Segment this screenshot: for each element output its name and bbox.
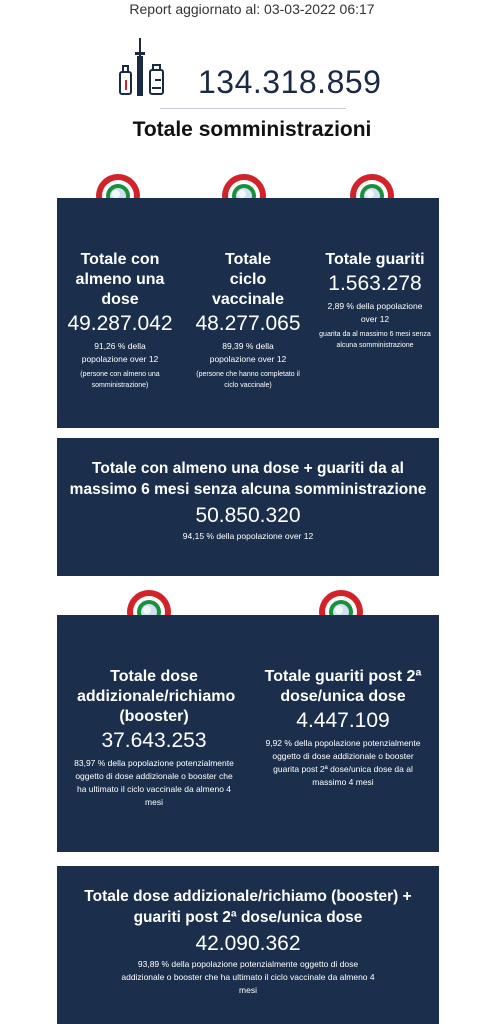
recovered-post-dose-card (255, 667, 431, 789)
panel-subtitle: 93,89 % della popolazione potenzialmente oggetto di dose addizionale o booster che ha ultimato il ciclo vaccinale da almeno 4 mesi (121, 959, 375, 995)
card-value: 48.277.065 (195, 312, 301, 335)
card-title: Totale dose addizionale/richiamo (booster) (77, 668, 236, 725)
panel-title: Totale dose addizionale/richiamo (booster) + guariti post 2ª dose/unica dose (84, 888, 412, 926)
panel-subtitle: 94,15 % della popolazione over 12 (182, 531, 314, 541)
card-title: Totale guariti (325, 251, 425, 268)
card-value: 1.563.278 (328, 272, 422, 295)
card-note: guarita da al massimo 6 mesi senza alcuna somministrazione (319, 331, 431, 349)
booster-card (69, 667, 239, 809)
total-title: Totale somministrazioni (132, 118, 372, 141)
card-subtitle: 91,26 % della popolazione over 12 (81, 341, 159, 364)
first-dose-card (65, 250, 175, 391)
booster-plus-recovered-panel (57, 866, 439, 1024)
card-subtitle: 83,97 % della popolazione potenzialmente oggetto di dose addizionale o booster che ha ultimato il ciclo vaccinale da almeno 4 mesi (74, 758, 234, 807)
card-note: (persone che hanno completato il ciclo vaccinale) (196, 371, 300, 389)
card-subtitle: 2,89 % della popolazione over 12 (327, 301, 423, 324)
booster-stats-panel (57, 615, 439, 852)
panel-value: 50.850.320 (195, 504, 301, 527)
vaccine-vials-icon (117, 36, 167, 103)
card-title: Totale ciclo vaccinale (211, 251, 285, 308)
total-administrations (0, 36, 504, 156)
card-value: 37.643.253 (101, 729, 207, 752)
panel-title: Totale con almeno una dose + guariti da al massimo 6 mesi senza alcuna somministrazione (69, 460, 427, 498)
card-note: (persone con almeno una somministrazione) (80, 371, 160, 389)
report-updated-text: Report aggiornato al: 03-03-2022 06:17 (129, 1, 375, 17)
card-value: 4.447.109 (296, 709, 390, 732)
divider (160, 108, 346, 109)
panel-value: 42.090.362 (195, 932, 301, 955)
vaccination-stats-panel (57, 198, 439, 428)
card-title: Totale con almeno una dose (75, 251, 165, 308)
card-value: 49.287.042 (67, 312, 173, 335)
total-value: 134.318.859 (198, 64, 382, 100)
recovered-card (317, 250, 433, 351)
first-dose-plus-recovered-panel (57, 438, 439, 576)
card-subtitle: 9,92 % della popolazione potenzialmente oggetto di dose addizionale o booster guarita post 2ª dose/unica dose da al massimo 4 mesi (265, 738, 421, 787)
full-cycle-card (187, 250, 309, 391)
card-title: Totale guariti post 2ª dose/unica dose (264, 668, 422, 705)
card-subtitle: 89,39 % della popolazione over 12 (209, 341, 287, 364)
